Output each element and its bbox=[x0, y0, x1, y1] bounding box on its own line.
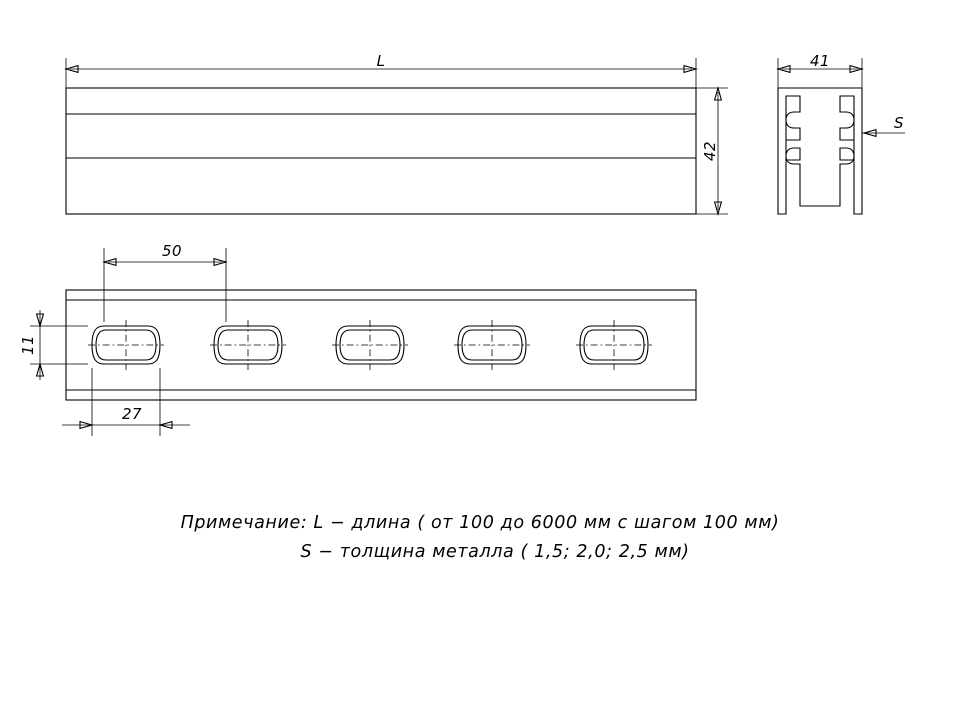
slot-4 bbox=[454, 320, 530, 370]
dim-label-thickness: S bbox=[893, 114, 905, 132]
dim-label-height: 42 bbox=[701, 140, 719, 162]
dim-label-slot-height: 11 bbox=[19, 334, 37, 356]
slot-1 bbox=[88, 320, 164, 370]
section-outline bbox=[778, 88, 862, 214]
dim-label-pitch: 50 bbox=[161, 242, 183, 260]
dim-label-length: L bbox=[376, 52, 386, 70]
notes-block bbox=[181, 513, 780, 562]
dim-label-slot-edge: 27 bbox=[121, 405, 143, 423]
front-elevation-view bbox=[66, 52, 728, 214]
slot-2 bbox=[210, 320, 286, 370]
top-view bbox=[19, 242, 696, 436]
note-line-1: Примечание: L − длина ( от 100 до 6000 мм с шагом 100 мм) bbox=[180, 513, 780, 533]
slot-5 bbox=[576, 320, 652, 370]
cross-section-view bbox=[778, 52, 905, 214]
front-outline bbox=[66, 88, 696, 214]
dim-label-width: 41 bbox=[809, 52, 831, 70]
note-line-2: S − толщина металла ( 1,5; 2,0; 2,5 мм) bbox=[300, 542, 690, 562]
slot-3 bbox=[332, 320, 408, 370]
